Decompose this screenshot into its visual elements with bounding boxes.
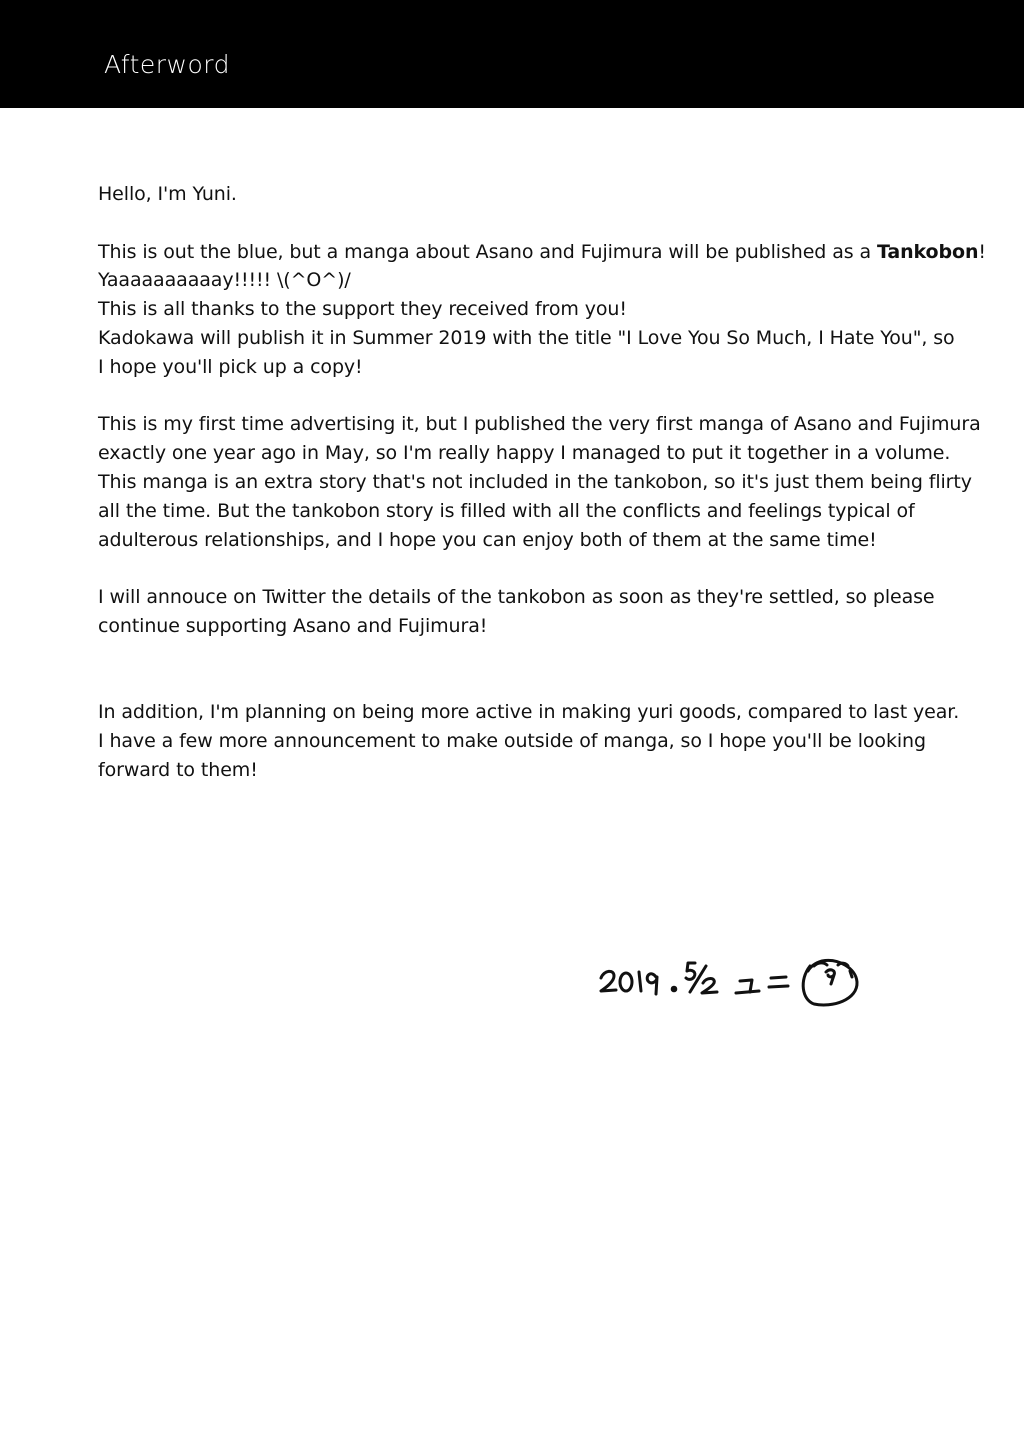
paragraph-history xyxy=(98,410,981,554)
history-line-5: adulterous relationships, and I hope you can enjoy both of them at the same time! xyxy=(98,528,877,551)
paragraph-announcement xyxy=(98,238,986,382)
announcement-line-5: I hope you'll pick up a copy! xyxy=(98,355,363,378)
tankobon-emphasis: Tankobon xyxy=(876,240,979,263)
greeting-line: Hello, I'm Yuni. xyxy=(98,183,237,205)
announcement-line-4: Kadokawa will publish it in Summer 2019 with the title "I Love You So Much, I Hate You", so xyxy=(98,326,955,349)
history-line-2: exactly one year ago in May, so I'm really happy I managed to put it together in a volume. xyxy=(98,442,951,465)
handwritten-signature xyxy=(596,944,866,1014)
twitter-line-2: continue supporting Asano and Fujimura! xyxy=(98,614,488,637)
history-line-4: all the time. But the tankobon story is filled with all the conflicts and feelings typical of xyxy=(98,499,915,522)
paragraph-goods xyxy=(98,698,978,784)
afterword-body xyxy=(98,180,986,785)
paragraph-twitter xyxy=(98,583,978,641)
announcement-line-2: Yaaaaaaaaaay!!!!! \(^O^)/ xyxy=(98,269,351,292)
twitter-line-1: I will annouce on Twitter the details of the tankobon as soon as they're settled, so please xyxy=(98,586,935,609)
header-bar xyxy=(0,0,1024,108)
goods-line-2: I have a few more announcement to make outside of manga, so I hope you'll be looking xyxy=(98,730,926,753)
goods-line-3: forward to them! xyxy=(98,758,258,781)
history-line-1: This is my first time advertising it, but I published the very first manga of Asano and Fujimura xyxy=(98,413,981,436)
announcement-line-1 xyxy=(98,238,986,267)
announcement-line-3: This is all thanks to the support they received from you! xyxy=(98,298,627,321)
announcement-line-1-text: This is out the blue, but a manga about Asano and Fujimura will be published as a xyxy=(98,240,877,263)
announcement-line-1-end: ! xyxy=(978,240,986,263)
page-title: Afterword xyxy=(104,50,230,79)
history-line-3: This manga is an extra story that's not included in the tankobon, so it's just them being flirty xyxy=(98,470,972,493)
goods-line-1: In addition, I'm planning on being more active in making yuri goods, compared to last year. xyxy=(98,701,960,724)
